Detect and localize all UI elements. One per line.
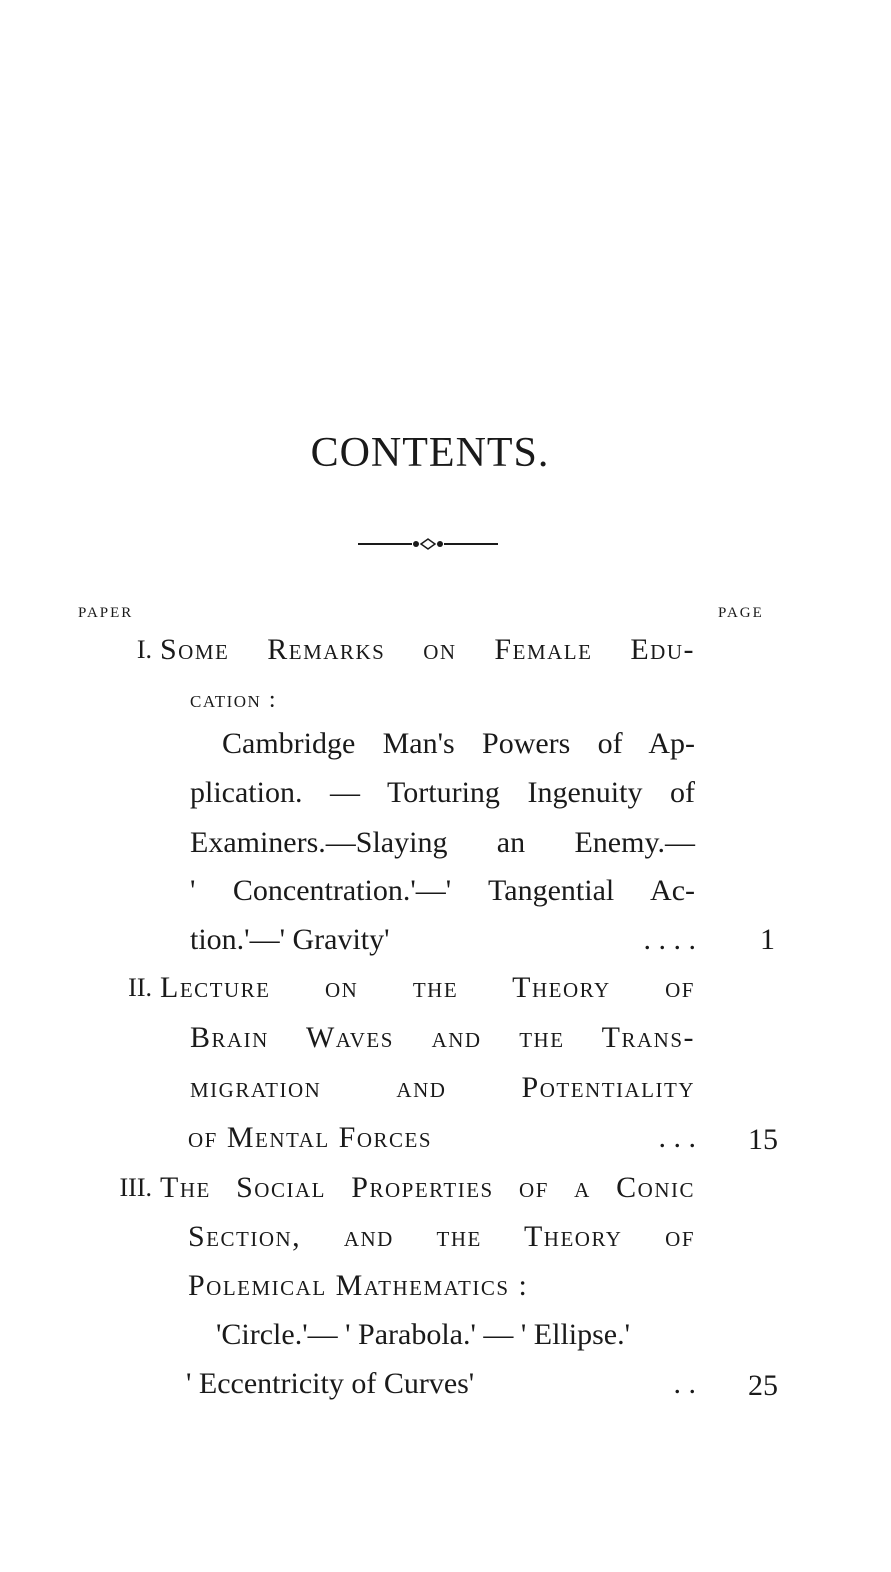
entry-numeral: II.: [128, 973, 152, 1002]
entry-subject-line: Examiners.—Slaying an Enemy.—: [190, 826, 695, 859]
entry-title-line: Section, and the Theory of: [188, 1220, 695, 1253]
entry-title-line: Brain Waves and the Trans-: [190, 1021, 695, 1054]
entry-subject-line: ' Eccentricity of Curves': [186, 1367, 475, 1400]
dot-leader: . . .: [658, 1121, 696, 1154]
entry-title-line: Some Remarks on Female Edu-: [160, 633, 695, 666]
page-column-header: PAGE: [718, 605, 764, 621]
ornamental-rule-icon: [358, 536, 498, 552]
entry-title-line: Lecture on the Theory of: [160, 971, 695, 1004]
entry-title-line: migration and Potentiality: [190, 1071, 695, 1104]
entry-numeral: I.: [136, 635, 152, 664]
dot-leader: . .: [673, 1367, 696, 1400]
dot-leader: . . . .: [643, 923, 696, 956]
entry-title-line: The Social Properties of a Conic: [160, 1171, 695, 1204]
entry-subject-line: Cambridge Man's Powers of Ap-: [222, 727, 695, 760]
entry-subject-line: plication. — Torturing Ingenuity of: [190, 776, 695, 809]
entry-subject-line: tion.'—' Gravity': [190, 923, 390, 956]
page-number: 25: [748, 1369, 778, 1402]
entry-subject-line: ' Concentration.'—' Tangential Ac-: [190, 874, 695, 907]
page-number: 1: [760, 923, 775, 956]
page-number: 15: [748, 1123, 778, 1156]
entry-title-line: cation :: [190, 687, 277, 713]
entry-title-line: Polemical Mathematics :: [188, 1269, 529, 1302]
entry-title-line: of Mental Forces: [188, 1121, 433, 1154]
entry-numeral: III.: [119, 1173, 152, 1202]
contents-title: CONTENTS.: [310, 430, 550, 476]
entry-subject-line: 'Circle.'— ' Parabola.' — ' Ellipse.': [216, 1318, 631, 1351]
paper-column-header: PAPER: [78, 605, 134, 621]
